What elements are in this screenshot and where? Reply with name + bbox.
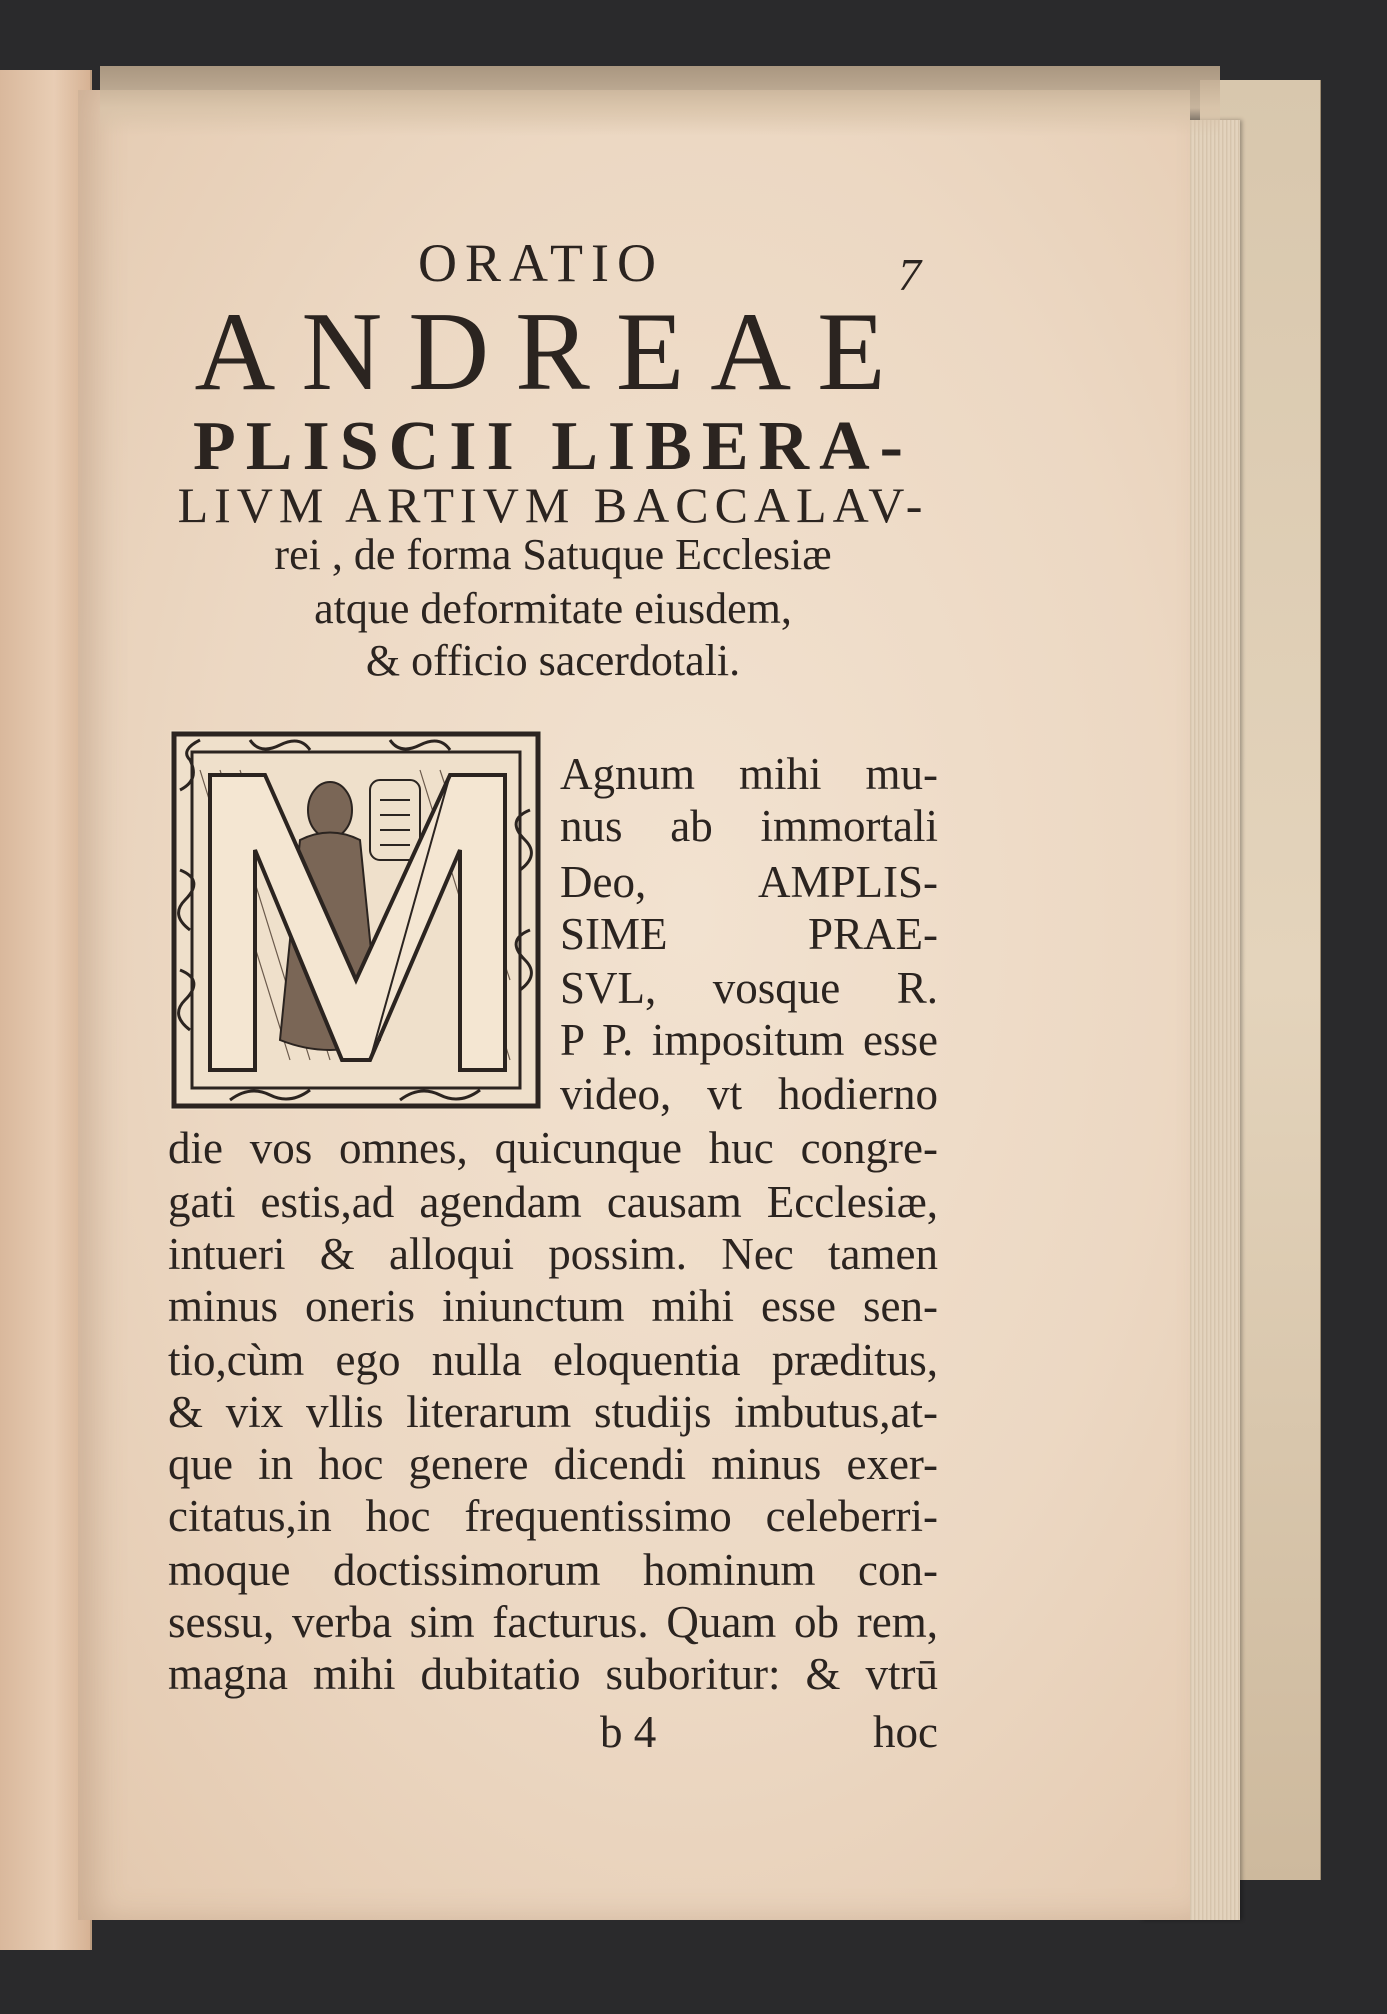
text-line: minus oneris iniunctum mihi esse sen- xyxy=(168,1281,938,1331)
title-line: & officio sacerdotali. xyxy=(365,636,741,685)
text-line: Deo, AMPLIS- xyxy=(560,857,938,907)
title-line: rei , de forma Satuque Ecclesiæ xyxy=(274,530,832,579)
text-line: nus ab immortali xyxy=(560,801,938,851)
title-line: LIVM ARTIVM BACCALAV- xyxy=(177,477,929,533)
text-line: moque doctissimorum hominum con- xyxy=(168,1545,938,1595)
text-line: tio,cùm ego nulla eloquentia præditus, xyxy=(168,1335,938,1385)
text-line: citatus,in hoc frequentissimo celeberri- xyxy=(168,1491,938,1541)
text-line: SIME PRAE- xyxy=(560,909,938,959)
direction-line xyxy=(168,1706,938,1766)
text-line: die vos omnes, quicunque huc congre- xyxy=(168,1123,938,1173)
signature-mark: b 4 xyxy=(600,1707,657,1757)
text-line: & vix vllis literarum studijs imbutus,at- xyxy=(168,1387,938,1437)
title-line: atque deformitate eiusdem, xyxy=(314,584,792,633)
text-line: Agnum mihi mu- xyxy=(560,749,938,799)
text-line: magna mihi dubitatio suboritur: & vtrū xyxy=(168,1649,938,1699)
page-number: 7 xyxy=(898,249,921,300)
running-head: ORATIO xyxy=(418,233,664,293)
text-line: video, vt hodierno xyxy=(560,1069,938,1119)
text-line: SVL, vosque R. xyxy=(560,963,938,1013)
text-line: sessu, verba sim facturus. Quam ob rem, xyxy=(168,1597,938,1647)
text-line: que in hoc genere dicendi minus exer- xyxy=(168,1439,938,1489)
top-edge-stain xyxy=(100,66,1220,136)
catchword: hoc xyxy=(873,1707,938,1757)
text-line: P P. impositum esse xyxy=(560,1015,938,1065)
title-line: PLISCII LIBERA- xyxy=(193,408,913,485)
text-line: gati estis,ad agendam causam Ecclesiæ, xyxy=(168,1177,938,1227)
title-line: ANDREAE xyxy=(194,290,912,414)
woodcut-initial-moses-icon xyxy=(170,730,542,1110)
text-line: intueri & alloqui possim. Nec tamen xyxy=(168,1229,938,1279)
